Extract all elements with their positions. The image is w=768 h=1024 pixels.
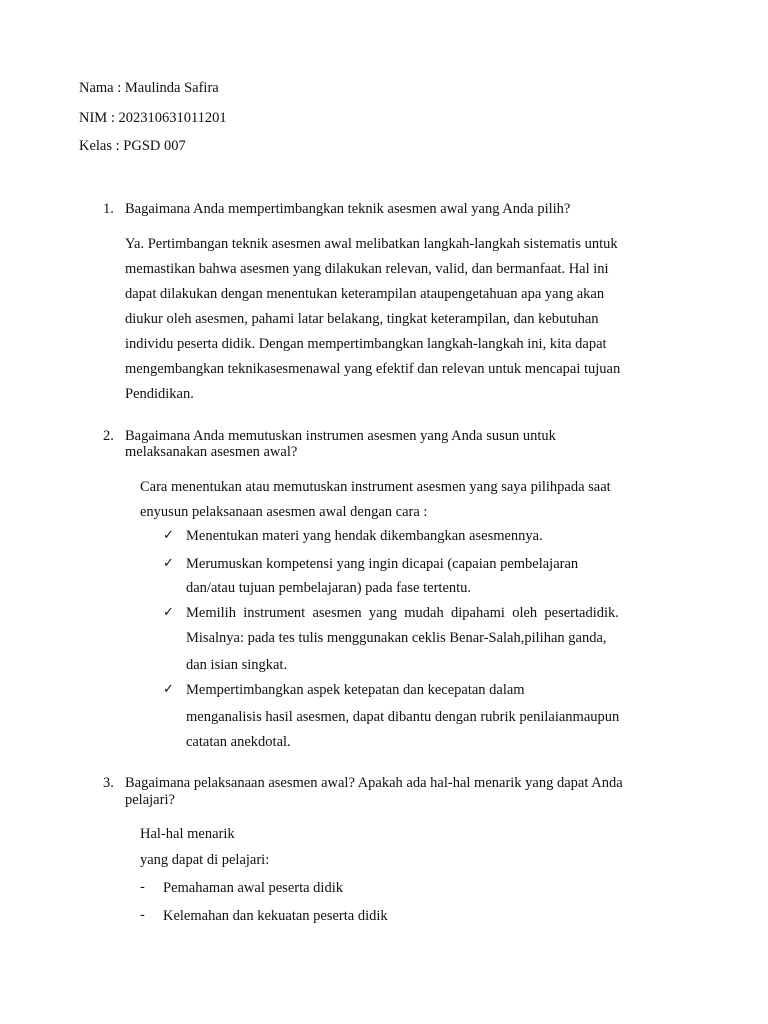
student-name: Nama : Maulinda Safira xyxy=(79,80,219,96)
question-1-number: 1. xyxy=(103,201,114,217)
list-item: Pemahaman awal peserta didik xyxy=(163,880,343,896)
check-icon: ✓ xyxy=(163,556,174,571)
question-1-text: Bagaimana Anda mempertimbangkan teknik asesmen awal yang Anda pilih? xyxy=(125,201,571,217)
dash-bullet-icon: - xyxy=(140,879,145,895)
answer-1-line: dapat dilakukan dengan menentukan keterampilan ataupengetahuan apa yang akan xyxy=(125,286,605,302)
question-2-number: 2. xyxy=(103,428,114,444)
dash-bullet-icon: - xyxy=(140,907,145,923)
checklist-item-continuation: menganalisis hasil asesmen, dapat dibantu dengan rubrik penilaianmaupun xyxy=(186,709,620,725)
answer-1-line: individu peserta didik. Dengan mempertimbangkan langkah-langkah ini, kita dapat xyxy=(125,336,607,352)
answer-1-line: Ya. Pertimbangan teknik asesmen awal melibatkan langkah-langkah sistematis untuk xyxy=(125,236,618,252)
checklist-item: Merumuskan kompetensi yang ingin dicapai (capaian pembelajaran xyxy=(186,556,579,572)
answer-1-line: mengembangkan teknikasesmenawal yang efektif dan relevan untuk mencapai tujuan xyxy=(125,361,621,377)
question-3-text: pelajari? xyxy=(125,792,175,808)
answer-1-line: memastikan bahwa asesmen yang dilakukan relevan, valid, dan bermanfaat. Hal ini xyxy=(125,261,609,277)
question-2-text: Bagaimana Anda memutuskan instrumen asesmen yang Anda susun untuk xyxy=(125,428,556,444)
list-item: Kelemahan dan kekuatan peserta didik xyxy=(163,908,388,924)
question-2-text: melaksanakan asesmen awal? xyxy=(125,444,298,460)
student-class: Kelas : PGSD 007 xyxy=(79,138,186,154)
checklist-item-continuation: dan/atau tujuan pembelajaran) pada fase tertentu. xyxy=(186,580,472,596)
check-icon: ✓ xyxy=(163,682,174,697)
check-icon: ✓ xyxy=(163,528,174,543)
answer-2-intro: enyusun pelaksanaan asesmen awal dengan cara : xyxy=(140,504,428,520)
student-nim: NIM : 202310631011201 xyxy=(79,110,227,126)
answer-3-intro: Hal-hal menarik xyxy=(140,826,235,842)
answer-2-intro: Cara menentukan atau memutuskan instrument asesmen yang saya pilihpada saat xyxy=(140,479,611,495)
answer-3-intro: yang dapat di pelajari: xyxy=(140,852,270,868)
check-icon: ✓ xyxy=(163,605,174,620)
answer-1-line: Pendidikan. xyxy=(125,386,194,402)
question-3-text: Bagaimana pelaksanaan asesmen awal? Apakah ada hal-hal menarik yang dapat Anda xyxy=(125,775,623,791)
answer-1-line: diukur oleh asesmen, pahami latar belakang, tingkat keterampilan, dan kebutuhan xyxy=(125,311,599,327)
checklist-item: Memilih instrument asesmen yang mudah dipahami oleh pesertadidik. xyxy=(186,605,619,621)
checklist-item: Menentukan materi yang hendak dikembangkan asesmennya. xyxy=(186,528,543,544)
question-3-number: 3. xyxy=(103,775,114,791)
checklist-item-continuation: Misalnya: pada tes tulis menggunakan ceklis Benar-Salah,pilihan ganda, xyxy=(186,630,607,646)
checklist-item-continuation: dan isian singkat. xyxy=(186,657,288,673)
checklist-item-continuation: catatan anekdotal. xyxy=(186,734,291,750)
checklist-item: Mempertimbangkan aspek ketepatan dan kecepatan dalam xyxy=(186,682,525,698)
